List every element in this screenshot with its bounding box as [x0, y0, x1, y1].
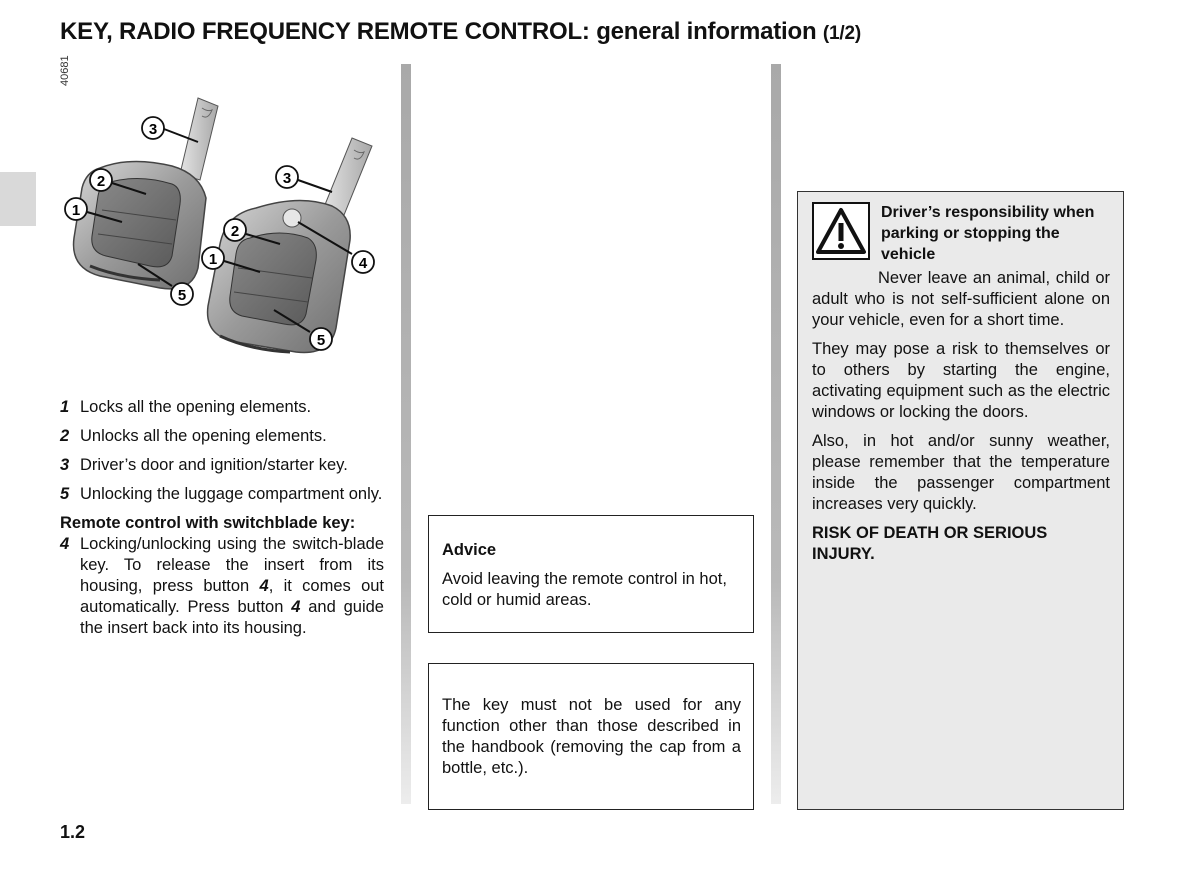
- warning-title: Driver’s responsibility when parking or stopping the vehicle: [881, 204, 1095, 263]
- switchblade-text-1: Locking/unlocking using the switch-blade key. To release the insert from its housing, press button: [80, 535, 384, 595]
- callout-2b-label: 2: [230, 223, 240, 240]
- figure-id: 40681: [59, 55, 71, 86]
- callout-5b-label: 5: [316, 332, 326, 349]
- callout-5a-label: 5: [177, 287, 187, 304]
- legend-item-5: [60, 484, 384, 505]
- legend-text: Unlocks all the opening elements.: [80, 427, 327, 445]
- callout-1b-label: 1: [208, 251, 218, 268]
- legend-text: Driver’s door and ignition/starter key.: [80, 456, 348, 474]
- button-ref: 4: [259, 577, 269, 595]
- page-title: [60, 18, 861, 46]
- title-part: (1/2): [822, 23, 861, 44]
- title-sub: general information: [596, 18, 817, 45]
- callout-3b-label: 3: [282, 170, 292, 187]
- legend-number: 1: [60, 398, 70, 416]
- column-divider-2: [771, 64, 781, 804]
- release-button: [283, 209, 301, 227]
- title-main: KEY, RADIO FREQUENCY REMOTE CONTROL:: [60, 18, 590, 45]
- warning-paragraph-1: Never leave an animal, child or adult who is not self-sufficient alone on your vehicle, even for a short time.: [812, 269, 1110, 329]
- switchblade-heading: Remote control with switchblade key:: [60, 514, 356, 532]
- callout-4-label: 4: [358, 255, 368, 272]
- callout-2a-label: 2: [96, 173, 106, 190]
- legend-list: [60, 397, 384, 647]
- callout-1a-label: 1: [71, 202, 81, 219]
- key-usage-text: The key must not be used for any function other than those described in the handbook (removing the cap from a bottle, etc.).: [442, 696, 741, 777]
- legend-number: 2: [60, 427, 70, 445]
- button-ref: 4: [291, 598, 301, 616]
- legend-text: Unlocking the luggage compartment only.: [80, 485, 383, 503]
- callout-3b: [276, 166, 332, 192]
- page-number: 1.2: [60, 822, 86, 842]
- warning-triangle-icon: [812, 202, 870, 260]
- key-right-pad: [230, 233, 317, 325]
- key-illustration: [60, 88, 390, 388]
- warning-paragraph-3: Also, in hot and/or sunny weather, please remember that the temperature inside the passenger compartment increases very quickly.: [812, 432, 1110, 513]
- key-usage-note: [428, 663, 754, 810]
- legend-number: 5: [60, 485, 70, 503]
- legend-text: Locks all the opening elements.: [80, 398, 312, 416]
- switchblade-text-3: and guide the insert back into its housing.: [80, 598, 384, 637]
- callout-3a-label: 3: [148, 121, 158, 138]
- warning-risk: RISK OF DEATH OR SERIOUS INJURY.: [812, 524, 1048, 563]
- legend-item-1: [60, 397, 384, 418]
- legend-item-4: [60, 534, 384, 639]
- legend-item-3: [60, 455, 384, 476]
- advice-box: [428, 515, 754, 633]
- warning-box: [797, 191, 1124, 810]
- advice-text: Avoid leaving the remote control in hot, cold or humid areas.: [442, 570, 727, 609]
- warning-paragraph-2: They may pose a risk to themselves or to others by starting the engine, activating equipment such as the electric windows or locking the doors.: [812, 340, 1110, 421]
- section-tab: [0, 172, 36, 226]
- advice-heading: Advice: [442, 541, 497, 559]
- legend-number: 4: [60, 535, 70, 553]
- switchblade-text-2: , it comes out automatically. Press button: [80, 577, 385, 616]
- column-divider-1: [401, 64, 411, 804]
- legend-item-2: [60, 426, 384, 447]
- legend-number: 3: [60, 456, 70, 474]
- callout-3a: [142, 117, 198, 142]
